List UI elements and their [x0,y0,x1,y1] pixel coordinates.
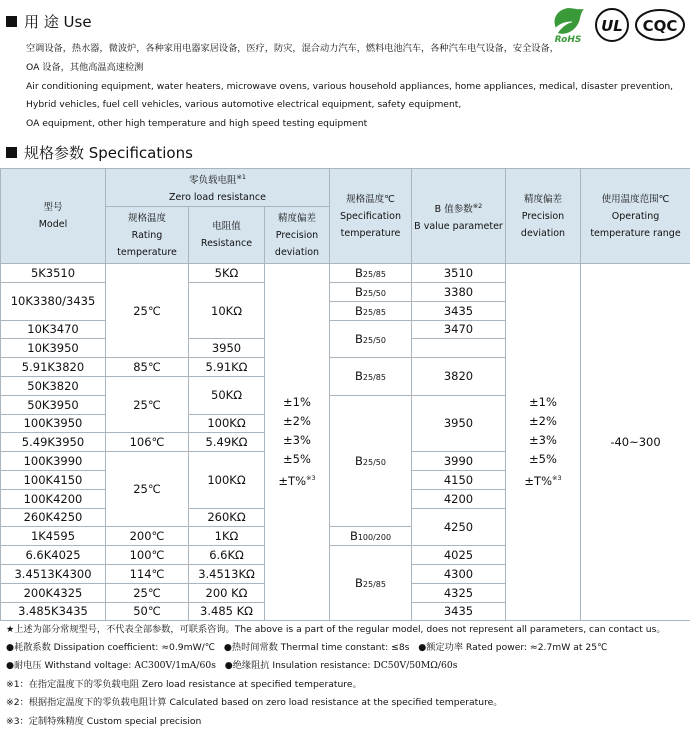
b-value-cell: 4300 [412,564,506,583]
model-cell: 1K4595 [1,527,106,546]
resistance-cell: 260KΩ [189,508,265,527]
header-zero-load: 零负载电阻$^{※1}$ Zero load resistance [106,169,330,207]
b-value-cell: 4250 [412,508,506,546]
model-cell: 100K4150 [1,470,106,489]
model-cell: 3.485K3435 [1,602,106,621]
rating-temp-cell: 100℃ [106,546,189,565]
header-precision: 精度偏差 Precision deviation [265,207,330,264]
temp-range-cell: -40~300 [581,264,690,621]
header-rating-temp: 规格温度 Rating temperature [106,207,189,264]
square-bullet-icon [6,147,17,158]
resistance-cell: 5KΩ [189,264,265,283]
rating-temp-cell: 50℃ [106,602,189,621]
resistance-cell: 1KΩ [189,527,265,546]
certification-logos [546,6,686,44]
model-cell: 100K4200 [1,489,106,508]
b-value-cell: 3950 [412,395,506,451]
b-code-cell: B25/85 [330,546,412,621]
specifications-table [0,168,690,621]
b-value-cell: 4200 [412,489,506,508]
b-value-cell: 4325 [412,583,506,602]
use-text-cn-1: 空调设备，热水器，微波炉，各种家用电器家居设备，医疗，防灾，混合动力汽车，燃料电池汽车，各种汽车电气设备，安全设备， [26,43,559,54]
footnote-disclaimer: ★上述为部分常规型号，不代表全部参数，可联系咨询。The above is a part of the regular model, does not represent all parameters, can contact us。 [6,624,666,635]
resistance-cell: 5.91KΩ [189,358,265,377]
spec-title: 规格参数 Specifications [24,144,193,162]
model-cell: 50K3950 [1,395,106,414]
b-value-cell: 3950 [189,339,265,358]
b-value-cell: 3435 [412,602,506,621]
resistance-cell: 100KΩ [189,452,265,508]
model-cell: 100K3950 [1,414,106,433]
cqc-logo-icon [634,8,686,42]
model-cell: 200K4325 [1,583,106,602]
b-value-cell: 3470 [412,320,506,339]
header-b-precision: 精度偏差 Precision deviation [506,169,581,264]
header-resistance: 电阻值 Resistance [189,207,265,264]
use-text-en-1: Air conditioning equipment, water heaters, microwave ovens, various household appliances, home appliances, medical, disaster prevention, [26,81,674,92]
model-cell: 3.4513K4300 [1,564,106,583]
model-cell: 6.6K4025 [1,546,106,565]
model-cell: 100K3990 [1,452,106,471]
use-text-en-2: Hybrid vehicles, fuel cell vehicles, various automotive electrical equipment, safety equipment, [26,99,462,110]
header-spec-temp: 规格温度℃ Specification temperature [330,169,412,264]
resistance-cell: 50KΩ [189,376,265,414]
b-code-cell: B25/85 [330,358,412,396]
b-value-cell: 4150 [412,470,506,489]
footnote-note-2: ※2：根据指定温度下的零负载电阻计算 Calculated based on zero load resistance at the specified temperature。 [6,697,503,708]
footnote-note-3: ※3：定制特殊精度 Custom special precision [6,716,202,727]
b-code-cell: B25/50 [330,320,412,358]
svg-text:UL: UL [601,17,623,35]
use-section-heading [6,11,92,32]
resistance-cell: 200 KΩ [189,583,265,602]
use-title: 用 途 Use [24,13,92,31]
rating-temp-cell: 85℃ [106,358,189,377]
use-text-cn-2: OA 设备，其他高温高速检测 [26,62,144,73]
svg-text:CQC: CQC [642,17,678,35]
model-cell: 50K3820 [1,376,106,395]
model-cell: 5.49K3950 [1,433,106,452]
rating-temp-cell: 25℃ [106,376,189,432]
b-code-cell: B25/50 [330,395,412,527]
header-b-value: B 值参数$^{※2}$ B value parameter [412,169,506,264]
rating-temp-cell: 25℃ [106,583,189,602]
resistance-cell: 3.485 KΩ [189,602,265,621]
b-code-cell: B25/50 [330,282,412,301]
model-cell: 5.91K3820 [1,358,106,377]
b-code-cell: B25/85 [330,264,412,283]
model-cell: 10K3470 [1,320,106,339]
rating-temp-cell: 200℃ [106,527,189,546]
b-value-cell: 4025 [412,546,506,565]
b-code-cell: B25/85 [330,301,412,320]
resistance-cell: 6.6KΩ [189,546,265,565]
rating-temp-cell: 106℃ [106,433,189,452]
resistance-cell: 5.49KΩ [189,433,265,452]
resistance-cell: 10KΩ [189,282,265,338]
model-cell: 10K3950 [1,339,106,358]
model-cell: 10K3380/3435 [1,282,106,320]
footnote-voltage-insulation: ●耐电压 Withstand voltage: AC300V/1mA/60s ●绝缘阻抗 Insulation resistance: DC50V/50MΩ/60s [6,660,458,671]
square-bullet-icon [6,16,17,27]
spec-section-heading [6,142,193,163]
header-temp-range: 使用温度范围℃ Operating temperature range [581,169,690,264]
b-precision-cell: ±1% ±2% ±3% ±5% ±T%$^{※3}$ [506,264,581,621]
b-value-cell: 3510 [412,264,506,283]
resistance-cell: 3.4513KΩ [189,564,265,583]
use-text-en-3: OA equipment, other high temperature and high speed testing equipment [26,118,368,129]
rohs-logo-icon [546,6,590,44]
b-value-cell: 3435 [412,301,506,320]
rating-temp-cell: 114℃ [106,564,189,583]
b-value-cell: 3820 [412,358,506,396]
rating-temp-cell: 25℃ [106,452,189,527]
b-value-cell: 3990 [412,452,506,471]
header-model: 型号 Model [1,169,106,264]
resistance-cell: 100KΩ [189,414,265,433]
model-cell: 260K4250 [1,508,106,527]
model-cell: 5K3510 [1,264,106,283]
ul-logo-icon [594,7,630,43]
rating-temp-cell: 25℃ [106,264,189,358]
precision-cell: ±1% ±2% ±3% ±5% ±T%$^{※3}$ [265,264,330,621]
b-code-cell: B100/200 [330,527,412,546]
svg-text:RoHS: RoHS [554,35,582,44]
b-value-cell: 3380 [412,282,506,301]
footnote-coefficients: ●耗散系数 Dissipation coefficient: ≈0.9mW/℃ ●热时间常数 Thermal time constant: ≤8s ●额定功率 Rated power: ≈2.7mW at 25℃ [6,642,608,653]
footnote-note-1: ※1：在指定温度下的零负载电阻 Zero load resistance at specified temperature。 [6,679,362,690]
